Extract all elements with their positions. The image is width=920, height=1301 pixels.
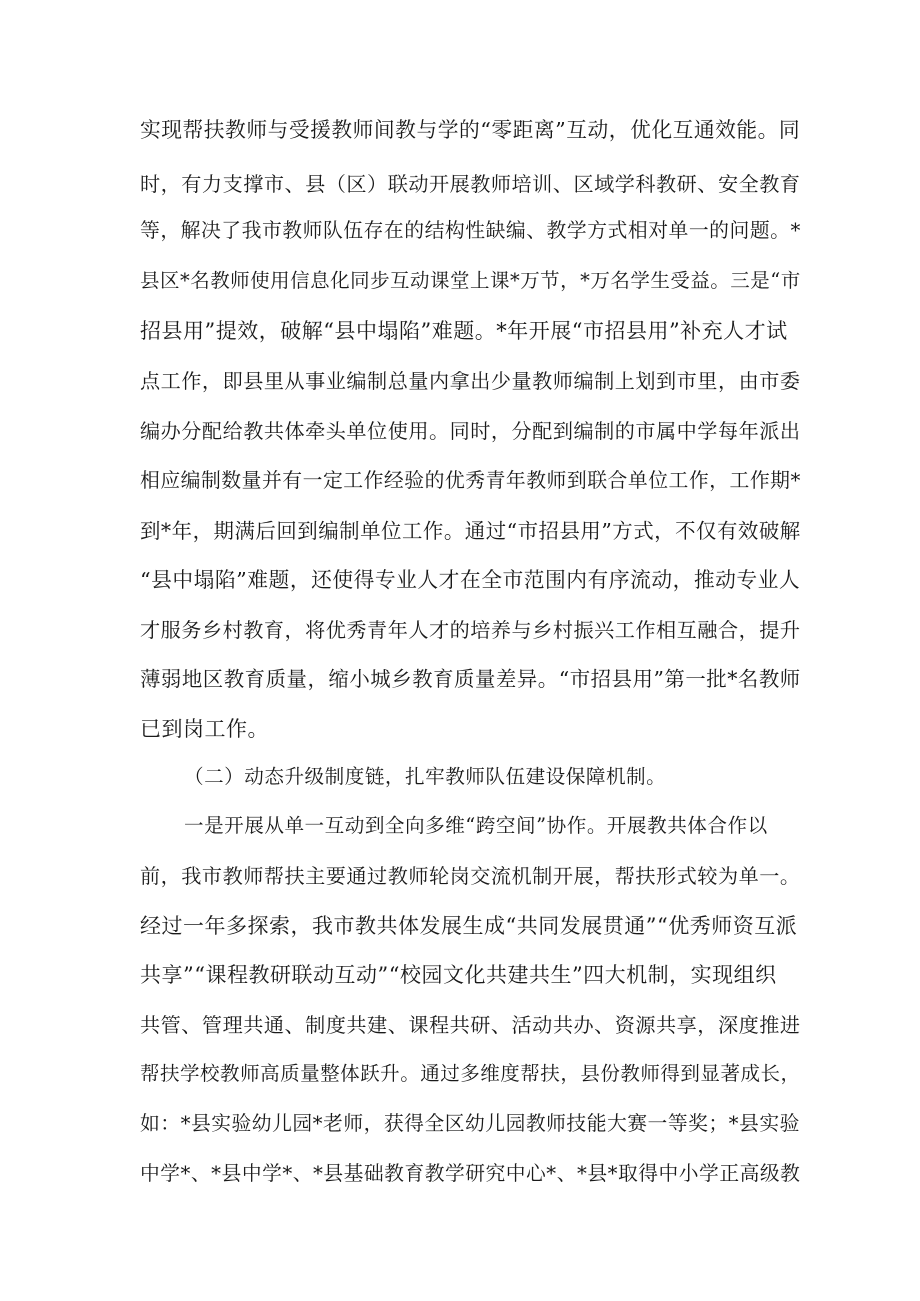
text-line: 帮扶学校教师高质量整体跃升。通过多维度帮扶，县份教师得到显著成长，	[140, 1062, 801, 1085]
text-line: 已到岗工作。	[140, 717, 269, 741]
text-line: 如：*县实验幼儿园*老师，获得全区幼儿园教师技能大赛一等奖；*县实验	[140, 1112, 800, 1135]
text-line: 中学*、*县中学*、*县基础教育教学研究中心*、*县*取得中小学正高级教	[140, 1162, 801, 1185]
section-heading: （二）动态升级制度链，扎牢教师队伍建设保障机制。	[184, 765, 667, 788]
text-line: 经过一年多探索，我市教共体发展生成“共同发展贯通”“优秀师资互派	[140, 914, 798, 938]
text-line: 前，我市教师帮扶主要通过教师轮岗交流机制开展，帮扶形式较为单一。	[140, 864, 801, 888]
text-line: 一是开展从单一互动到全向多维“跨空间”协作。开展教共体合作以	[184, 814, 768, 837]
text-line: 等，解决了我市教师队伍存在的结构性缺编、教学方式相对单一的问题。*	[140, 219, 801, 242]
text-line: 时，有力支撑市、县（区）联动开展教师培训、区域学科教研、安全教育	[140, 172, 801, 196]
text-line: 共管、管理共通、制度共建、课程共研、活动共办、资源共享，深度推进	[140, 1013, 801, 1037]
text-line: 相应编制数量并有一定工作经验的优秀青年教师到联合单位工作，工作期*	[140, 469, 801, 492]
text-line: “县中塌陷”难题，还使得专业人才在全市范围内有序流动，推动专业人	[140, 568, 801, 592]
text-line: 编办分配给教共体牵头单位使用。同时，分配到编制的市属中学每年派出	[140, 419, 801, 443]
text-line: 共享”“课程教研联动互动”“校园文化共建共生”四大机制，实现组织	[140, 963, 777, 987]
text-line: 到*年，期满后回到编制单位工作。通过“市招县用”方式，不仅有效破解	[140, 519, 801, 543]
text-line: 薄弱地区教育质量，缩小城乡教育质量差异。“市招县用”第一批*名教师	[140, 667, 801, 691]
text-line: 点工作，即县里从事业编制总量内拿出少量教师编制上划到市里，由市委	[140, 369, 801, 393]
text-line: 招县用”提效，破解“县中塌陷”难题。*年开展“市招县用”补充人才试	[140, 319, 788, 343]
text-line: 才服务乡村教育，将优秀青年人才的培养与乡村振兴工作相互融合，提升	[140, 618, 801, 642]
text-line: 实现帮扶教师与受援教师间教与学的“零距离”互动，优化互通效能。同	[140, 118, 801, 142]
text-line: 县区*名教师使用信息化同步互动课堂上课*万节，*万名学生受益。三是“市	[140, 269, 801, 292]
